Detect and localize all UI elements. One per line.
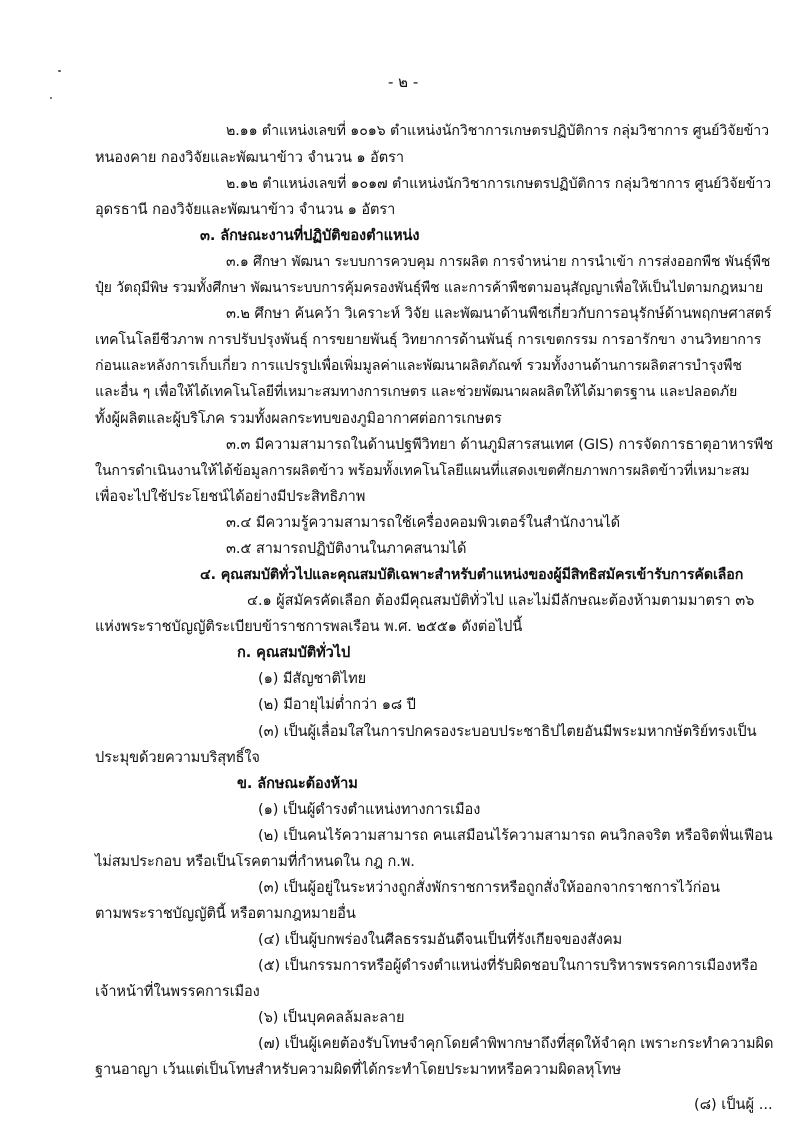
text-line: ๓.๔ มีความรู้ความสามารถใช้เครื่องคอมพิวเตอร์ในสำนักงานได้ xyxy=(226,514,620,531)
text-line: ไม่สมประกอบ หรือเป็นโรคตามที่กำหนดใน กฎ ก.พ. xyxy=(95,853,415,870)
subheading: ก. คุณสมบัติทั่วไป xyxy=(237,644,351,661)
list-item: (๖) เป็นบุคคลล้มละลาย xyxy=(258,1009,405,1026)
text-line: หนองคาย กองวิจัยและพัฒนาข้าว จำนวน ๑ อัตรา xyxy=(95,149,404,166)
text-line: อุดรธานี กองวิจัยและพัฒนาข้าว จำนวน ๑ อัตรา xyxy=(95,201,396,218)
text-line: ฐานอาญา เว้นแต่เป็นโทษสำหรับความผิดที่ได้กระทำโดยประมาทหรือความผิดลหุโทษ xyxy=(95,1061,622,1078)
text-line: ๒.๑๒ ตำแหน่งเลขที่ ๑๐๑๗ ตำแหน่งนักวิชาการเกษตรปฏิบัติการ กลุ่มวิชาการ ศูนย์วิจัยข้าว xyxy=(226,176,772,192)
list-item: (๑) เป็นผู้ดำรงตำแหน่งทางการเมือง xyxy=(258,801,481,818)
text-line: แห่งพระราชบัญญัติระเบียบข้าราชการพลเรือน พ.ศ. ๒๕๕๑ ดังต่อไปนี้ xyxy=(95,618,523,635)
list-item: (๕) เป็นกรรมการหรือผู้ดำรงตำแหน่งที่รับผิดชอบในการบริหารพรรคการเมืองหรือ xyxy=(258,957,758,974)
text-line: ทั้งผู้ผลิตและผู้บริโภค รวมทั้งผลกระทบของภูมิอากาศต่อการเกษตร xyxy=(95,410,502,427)
subheading: ข. ลักษณะต้องห้าม xyxy=(237,775,358,792)
text-line: ๓.๕ สามารถปฏิบัติงานในภาคสนามได้ xyxy=(226,540,467,557)
list-item: (๓) เป็นผู้อยู่ในระหว่างถูกสั่งพักราชการหรือถูกสั่งให้ออกจากราชการไว้ก่อน xyxy=(258,879,720,896)
continuation-marker: (๘) เป็นผู้ ... xyxy=(694,1096,773,1113)
list-item: (๒) เป็นคนไร้ความสามารถ คนเสมือนไร้ความสามารถ คนวิกลจริต หรือจิตฟั่นเฟือน xyxy=(258,827,773,844)
scan-speck xyxy=(50,97,52,99)
text-line: ในการดำเนินงานให้ได้ข้อมูลการผลิตข้าว พร้อมทั้งเทคโนโลยีแผนที่แสดงเขตศักยภาพการผลิตข้าวที่เหมาะสม xyxy=(95,463,750,479)
text-line: เทคโนโลยีชีวภาพ การปรับปรุงพันธุ์ การขยายพันธุ์ วิทยาการด้านพันธุ์ การเขตกรรม การอารักขา งานวิทยาการ xyxy=(95,332,762,348)
scan-speck xyxy=(58,70,61,72)
list-item: (๔) เป็นผู้บกพร่องในศีลธรรมอันดีจนเป็นที่รังเกียจของสังคม xyxy=(258,931,623,948)
text-line: ปุ๋ย วัตถุมีพิษ รวมทั้งศึกษา พัฒนาระบบการคุ้มครองพันธุ์พืช และการค้าพืชตามอนุสัญญาเพื่อให้เป็นไปตามกฎหมาย xyxy=(95,280,764,296)
list-item: (๓) เป็นผู้เลื่อมใสในการปกครองระบอบประชาธิปไตยอันมีพระมหากษัตริย์ทรงเป็น xyxy=(258,723,757,740)
page-number: - ๒ - xyxy=(388,73,419,91)
text-line: และอื่น ๆ เพื่อให้ได้เทคโนโลยีที่เหมาะสมทางการเกษตร และช่วยพัฒนาผลผลิตให้ได้มาตรฐาน และปลอดภัย xyxy=(95,384,738,400)
text-line: ประมุขด้วยความบริสุทธิ์ใจ xyxy=(95,749,260,766)
text-line: ๔.๑ ผู้สมัครคัดเลือก ต้องมีคุณสมบัติทั่วไป และไม่มีลักษณะต้องห้ามตามมาตรา ๓๖ xyxy=(247,592,755,609)
section-heading: ๔. คุณสมบัติทั่วไปและคุณสมบัติเฉพาะสำหรับตำแหน่งของผู้มีสิทธิสมัครเข้ารับการคัดเลือก xyxy=(200,567,744,583)
text-line: ๒.๑๑ ตำแหน่งเลขที่ ๑๐๑๖ ตำแหน่งนักวิชาการเกษตรปฏิบัติการ กลุ่มวิชาการ ศูนย์วิจัยข้าว xyxy=(226,123,769,139)
section-heading: ๓. ลักษณะงานที่ปฏิบัติของตำแหน่ง xyxy=(200,227,420,244)
text-line: ๓.๒ ศึกษา ค้นคว้า วิเคราะห์ วิจัย และพัฒนาด้านพืชเกี่ยวกับการอนุรักษ์ด้านพฤกษศาสตร์ xyxy=(226,305,772,322)
list-item: (๗) เป็นผู้เคยต้องรับโทษจำคุกโดยคำพิพากษาถึงที่สุดให้จำคุก เพราะกระทำความผิด xyxy=(258,1035,774,1052)
text-line: ๓.๑ ศึกษา พัฒนา ระบบการควบคุม การผลิต การจำหน่าย การนำเข้า การส่งออกพืช พันธุ์พืช xyxy=(226,254,771,270)
text-line: เจ้าหน้าที่ในพรรคการเมือง xyxy=(95,983,260,1000)
list-item: (๒) มีอายุไม่ต่ำกว่า ๑๘ ปี xyxy=(258,696,416,713)
text-line: ๓.๓ มีความสามารถในด้านปฐพีวิทยา ด้านภูมิสารสนเทศ (GIS) การจัดการธาตุอาหารพืช xyxy=(226,436,774,453)
text-line: ตามพระราชบัญญัตินี้ หรือตามกฎหมายอื่น xyxy=(95,905,356,922)
list-item: (๑) มีสัญชาติไทย xyxy=(258,670,367,687)
text-line: เพื่อจะไปใช้ประโยชน์ได้อย่างมีประสิทธิภาพ xyxy=(95,488,366,505)
text-line: ก่อนและหลังการเก็บเกี่ยว การแปรรูปเพื่อเพิ่มมูลค่าและพัฒนาผลิตภัณฑ์ รวมทั้งงานด้านการผลิตสารบำรุงพืช xyxy=(95,358,742,374)
